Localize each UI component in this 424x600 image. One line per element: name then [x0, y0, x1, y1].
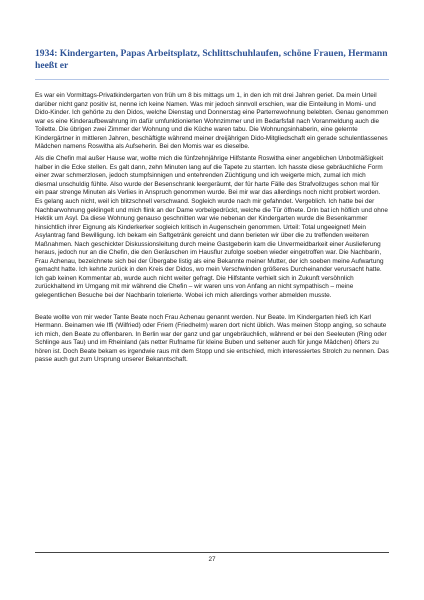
body-text	[35, 92, 389, 368]
paragraph: Es war ein Vormittags-Privatkindergarten von früh um 8 bis mittags um 1, in den ich mit drei Jahren geriet. Da mein Urteil darüber nicht ganz positiv ist, nenne ich keine Namen. Was mir jedoch sinnvoll erschien, war die Einteilung in Momi- und Dido-Kinder. Ich gehörte zu den Didos, welche Dienstag und Donnerstag eine Parterrewohnung belebten. Genau genommen war es eine Kinderaufbewahrung im dafür umfunktionierten Wohnzimmer und im Bedarfsfall nach Voranmeldung auch die Toilette. Die übrigen zwei Zimmer der Wohnung und die Küche waren tabu. Die Wohnungsinhaberin, eine gelernte Kindergärtner in mittleren Jahren, beschäftigte während meiner dreijährigen Dido-Mitgliedschaft ein gerade schulentlassenes Mädchen namens Roswitha als Aufseherin. Bei den Momis war es dieselbe.	[35, 92, 389, 151]
paragraph: Als die Chefin mal außer Hause war, wollte mich die fünfzehnjährige Hilfstante Roswitha einer angeblichen Unbotmäßigkeit halber in die Ecke stellen. Es galt dann, zehn Minuten lang auf die Tapete zu starrten. Ich hasste diese gebräuchliche Form einer zwar schmerzlosen, jedoch stumpfsinnigen und entehrenden Züchtigung und ich weigerte mich, zumal ich mich diesmal unschuldig fühlte. Also wurde der Besenschrank leergeräumt, der für harte Fälle des Strafvollzuges schon mal für ein paar strenge Minuten als Verlies in Anspruch genommen wurde. Bei mir war das allerdings noch nicht probiert worden. Es gelang auch nicht, weil ich blitzschnell verschwand. Sogleich wurde nach mir gefahndet. Vergeblich. Ich hatte bei der Nachbarwohnung geklingelt und mich flink an der Dame vorbeigedrückt, welche die Tür öffnete. Drin bat ich höflich und ohne Hektik um Asyl. Da diese Wohnung genauso geschnitten war wie nebenan der Kindergarten wurde die Besenkammer hinsichtlich ihrer Eignung als Kinderkerker sogleich kritisch in Augenschein genommen. Urteil: Total ungeeignet! Mein Asylantrag fand Bewilligung. Ich bekam ein Saftgetränk gereicht und dann berieten wir über die zu treffenden weiteren Maßnahmen. Nach geschickter Diskussionsleitung durch meine Gastgeberin kam die Unvermeidbarkeit einer Auslieferung heraus, jedoch nur an die Chefin, die den Geräuschen im Hausflur zufolge soeben wieder eingetroffen war. Die Nachbarin, Frau Achenau, bezeichnete sich bei der Übergabe listig als eine Bekannte meiner Mutter, der ich soeben meine Aufwartung gemacht hatte. Ich kehrte zurück in den Kreis der Didos, wo mein Verschwinden größeres Durcheinander verursacht hatte. Ich gab keinen Kommentar ab, wurde auch nicht weiter gefragt. Die Hilfstante verhielt sich in Zukunft versöhnlich zurückhaltend im Umgang mit mir während die Chefin – wir waren uns von Anfang an nicht sympathisch – meine gelegentlichen Besuche bei der Nachbarin tolerierte. Wobei ich mich allerdings vorher abmelden musste.	[35, 155, 388, 299]
heading-underline	[35, 79, 389, 80]
chapter-heading: 1934: Kindergarten, Papas Arbeitsplatz, Schlittschuhlaufen, schöne Frauen, Hermann heeßt er	[35, 48, 388, 72]
page-number: 27	[208, 556, 216, 563]
footer-rule	[35, 552, 389, 553]
paragraph: Beate wollte von mir weder Tante Beate noch Frau Achenau genannt werden. Nur Beate. Im Kindergarten hieß ich Karl Hermann. Beinamen wie Iffi (Wilfried) oder Friem (Friedhelm) waren dort nicht üblich. Was meinen Stopp anging, so schaute ich mich, den Beate zu offenbaren. In Berlin war der ganz und gar ungebräuchlich, während er bei den Seeleuten (Ring oder Schlinge aus Tau) und im Rheinland (als netter Rufname für kleine Buben und seltener auch für junge Mädchen) öfters zu hören ist. Doch Beate bekam es irgendwie raus mit dem Stopp und sie entschied, mich interessiertes Strolch zu nennen. Das passe auch gut zum Ursprung unserer Bekanntschaft.	[35, 313, 389, 364]
